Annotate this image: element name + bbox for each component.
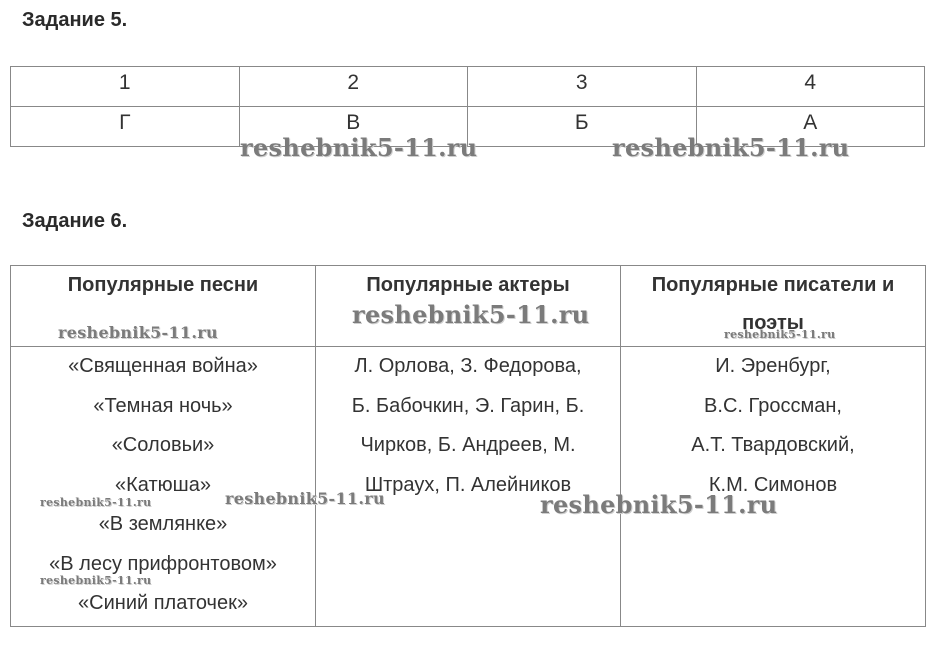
actor-line: Б. Бабочкин, Э. Гарин, Б. [351, 394, 585, 417]
watermark: reshebnik5-11.ru [612, 133, 850, 162]
writer-item: К.М. Симонов [708, 473, 838, 496]
actors-cell [316, 347, 621, 627]
actor-line: Чирков, Б. Андреев, М. [360, 434, 576, 456]
task6-table [10, 265, 926, 627]
writer-item: А.Т. Твардовский, [691, 434, 855, 456]
song-item: «В лесу прифронтовом» [49, 552, 277, 575]
actor-line: Л. Орлова, З. Федорова, [354, 355, 582, 377]
task5-answer-table [10, 66, 925, 147]
header-line: Популярные писатели и [651, 274, 895, 296]
song-item: «Соловьи» [111, 434, 215, 456]
task5-header-cell: 4 [696, 67, 925, 107]
header-popular-songs [11, 266, 316, 347]
task5-answer-cell: А [696, 107, 925, 147]
song-item: «Синий платочек» [78, 592, 248, 614]
task6-header-row [11, 266, 926, 347]
song-item: «В землянке» [98, 513, 228, 535]
watermark: reshebnik5-11.ru [40, 574, 152, 587]
header-line: поэты [742, 312, 804, 334]
watermark: reshebnik5-11.ru [724, 328, 836, 341]
task5-header-row [11, 67, 925, 107]
task5-answer-cell: В [239, 107, 468, 147]
song-item: «Священная война» [68, 355, 258, 377]
task5-header-cell: 1 [11, 67, 240, 107]
watermark: reshebnik5-11.ru [540, 490, 778, 519]
task5-answer-cell: Г [11, 107, 240, 147]
songs-cell [11, 347, 316, 627]
task5-header-cell: 2 [239, 67, 468, 107]
watermark: reshebnik5-11.ru [240, 133, 478, 162]
task5-header-cell: 3 [468, 67, 697, 107]
watermark: reshebnik5-11.ru [40, 496, 152, 509]
header-line: Популярные песни [67, 274, 259, 296]
task5-answer-cell: Б [468, 107, 697, 147]
actor-line: Штраух, П. Алейников [364, 473, 572, 496]
header-popular-actors [316, 266, 621, 347]
writer-item: В.С. Гроссман, [704, 394, 842, 417]
task5-answer-row [11, 107, 925, 147]
watermark: reshebnik5-11.ru [58, 323, 218, 342]
task5-title: Задание 5. [22, 9, 128, 31]
writers-cell [621, 347, 926, 627]
watermark: reshebnik5-11.ru [352, 300, 590, 329]
writer-item: И. Эренбург, [715, 355, 831, 377]
song-item: «Катюша» [115, 473, 211, 496]
header-line: Популярные актеры [366, 274, 570, 296]
task6-body-row [11, 347, 926, 627]
song-item: «Темная ночь» [93, 394, 233, 417]
header-popular-writers [621, 266, 926, 347]
watermark: reshebnik5-11.ru [225, 489, 385, 508]
task6-title: Задание 6. [22, 210, 128, 232]
